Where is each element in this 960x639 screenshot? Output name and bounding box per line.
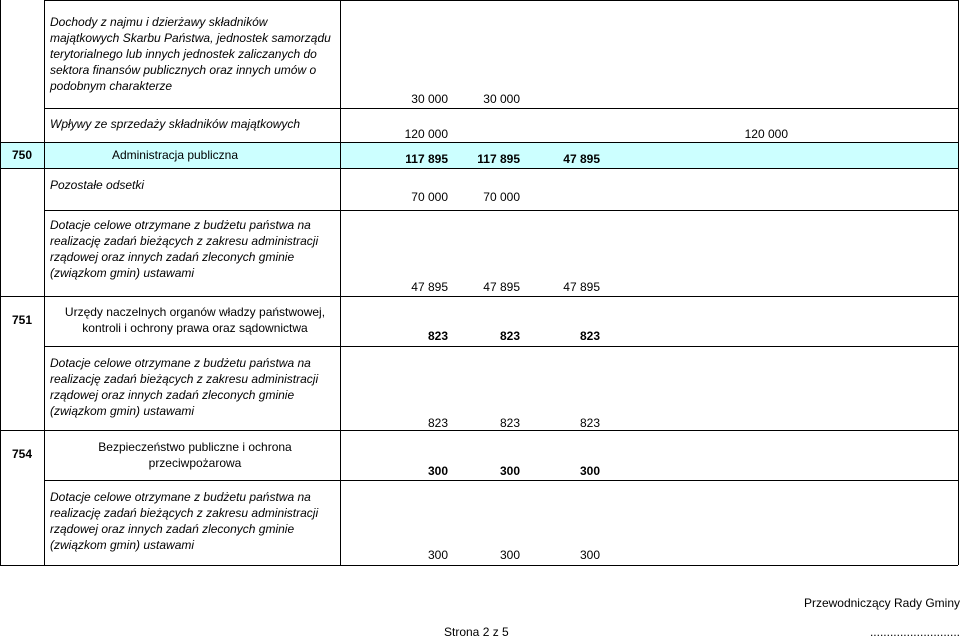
grid-line — [0, 565, 958, 566]
row-value-1: 30 000 — [411, 92, 448, 106]
row-value-2: 300 — [499, 464, 520, 478]
row-value-1: 117 895 — [405, 152, 448, 166]
row-value-1: 120 000 — [404, 127, 448, 141]
grid-line — [44, 0, 958, 1]
grid-line — [44, 210, 958, 211]
signature-line: ........................... — [869, 625, 960, 639]
row-name: Wpływy ze sprzedaży składników majątkowych — [50, 117, 301, 131]
row-value-1: 823 — [427, 329, 448, 343]
grid-line — [0, 296, 958, 297]
grid-line — [44, 480, 958, 481]
row-value-2: 117 895 — [477, 152, 520, 166]
row-name: Dotacje celowe otrzymane z budżetu państwa na realizację zadań bieżących z zakresu administracji rządowej oraz innych zadań zleconych gminie (związkom gmin) ustawami — [50, 356, 319, 418]
table-row — [0, 168, 958, 210]
chapter-row-754 — [0, 430, 958, 480]
row-value-2: 300 — [499, 548, 520, 562]
row-value-1: 300 — [427, 548, 448, 562]
row-value-1: 47 895 — [411, 280, 448, 294]
row-name: Dotacje celowe otrzymane z budżetu państwa na realizację zadań bieżących z zakresu administracji rządowej oraz innych zadań zleconych gminie (związkom gmin) ustawami — [50, 218, 319, 280]
row-value-2: 47 895 — [483, 280, 520, 294]
row-value-2: 70 000 — [483, 190, 520, 204]
signature-label: Przewodniczący Rady Gminy — [803, 596, 960, 610]
chapter-row-751 — [0, 296, 958, 346]
row-value-1: 70 000 — [411, 190, 448, 204]
row-value-3: 300 — [579, 464, 600, 478]
row-value-3: 47 895 — [563, 152, 600, 166]
row-name: Pozostałe odsetki — [50, 178, 145, 192]
chapter-code: 751 — [11, 313, 33, 327]
row-value-2: 823 — [499, 329, 520, 343]
chapter-code: 750 — [11, 148, 33, 162]
row-value-2: 823 — [499, 416, 520, 430]
table-row — [0, 0, 958, 108]
page-number: Strona 2 z 5 — [444, 625, 509, 639]
row-value-3: 47 895 — [563, 280, 600, 294]
grid-line — [44, 108, 958, 109]
row-name: Dochody z najmu i dzierżawy składników majątkowych Skarbu Państwa, jednostek samorządu terytorialnego lub innych jednostek zaliczanych do sektora finansów publicznych oraz innych umów o podobnym charakterze — [50, 15, 331, 93]
table-row — [0, 346, 958, 430]
row-value-2: 30 000 — [483, 92, 520, 106]
grid-line — [0, 430, 958, 431]
chapter-code: 754 — [11, 447, 33, 461]
row-value-3: 823 — [579, 416, 600, 430]
table-row — [0, 480, 958, 565]
row-name: Bezpieczeństwo publiczne i ochrona przeciwpożarowa — [98, 440, 292, 470]
row-value-1: 823 — [427, 416, 448, 430]
grid-line — [0, 142, 958, 143]
table-row — [0, 210, 958, 296]
row-value-3: 823 — [579, 329, 600, 343]
row-value-1: 300 — [427, 464, 448, 478]
row-name: Administracja publiczna — [111, 148, 239, 162]
chapter-row-750 — [0, 142, 958, 168]
grid-line — [44, 346, 958, 347]
row-name: Urzędy naczelnych organów władzy państwowej, kontroli i ochrony prawa oraz sądownictwa — [64, 305, 326, 335]
grid-line — [958, 0, 959, 565]
table-row — [0, 108, 958, 142]
row-name: Dotacje celowe otrzymane z budżetu państwa na realizację zadań bieżących z zakresu administracji rządowej oraz innych zadań zleconych gminie (związkom gmin) ustawami — [50, 490, 319, 552]
grid-line — [0, 0, 1, 565]
row-value-4: 120 000 — [744, 127, 788, 141]
grid-line — [0, 168, 958, 169]
row-value-3: 300 — [579, 548, 600, 562]
